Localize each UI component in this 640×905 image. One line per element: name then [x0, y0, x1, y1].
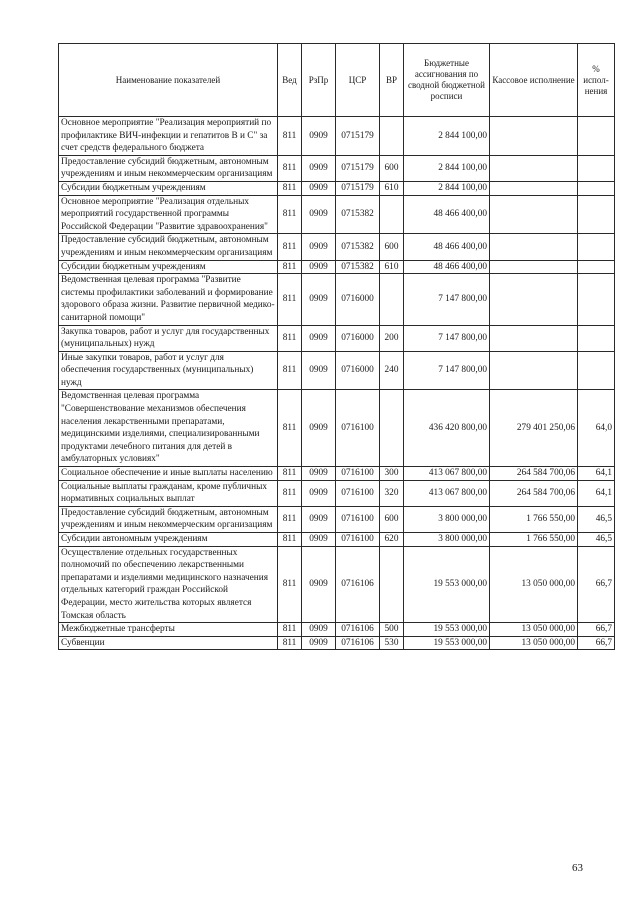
table-row — [59, 546, 615, 623]
cell-cash: 13 050 000,00 — [490, 546, 578, 623]
cell-csr: 0716106 — [336, 623, 380, 637]
cell-rzpr: 0909 — [302, 351, 336, 390]
cell-ved: 811 — [278, 155, 302, 181]
table-row — [59, 351, 615, 390]
table-row — [59, 274, 615, 325]
cell-ved: 811 — [278, 636, 302, 650]
cell-csr: 0716000 — [336, 351, 380, 390]
cell-ved: 811 — [278, 467, 302, 481]
table-row — [59, 467, 615, 481]
cell-vr: 240 — [380, 351, 404, 390]
cell-csr: 0716100 — [336, 533, 380, 547]
cell-vr: 300 — [380, 467, 404, 481]
cell-rzpr: 0909 — [302, 325, 336, 351]
cell-cash — [490, 181, 578, 195]
header-csr: ЦСР — [336, 44, 380, 117]
cell-name: Субсидии бюджетным учреждениям — [59, 260, 278, 274]
header-rzpr: РзПр — [302, 44, 336, 117]
page-number: 63 — [572, 862, 583, 874]
cell-budget: 48 466 400,00 — [404, 260, 490, 274]
cell-ved: 811 — [278, 390, 302, 467]
cell-name: Предоставление субсидий бюджетным, автономным учреждениям и иным некоммерческим организациям — [59, 155, 278, 181]
cell-csr: 0715179 — [336, 181, 380, 195]
cell-ved: 811 — [278, 480, 302, 506]
cell-budget: 2 844 100,00 — [404, 181, 490, 195]
cell-rzpr: 0909 — [302, 480, 336, 506]
cell-rzpr: 0909 — [302, 506, 336, 532]
cell-budget: 48 466 400,00 — [404, 234, 490, 260]
cell-vr: 600 — [380, 506, 404, 532]
cell-csr: 0716000 — [336, 274, 380, 325]
cell-ved: 811 — [278, 506, 302, 532]
cell-vr: 600 — [380, 234, 404, 260]
cell-rzpr: 0909 — [302, 623, 336, 637]
cell-percent: 64,0 — [578, 390, 615, 467]
cell-cash: 264 584 700,06 — [490, 467, 578, 481]
table-row — [59, 390, 615, 467]
cell-vr — [380, 117, 404, 156]
cell-budget: 3 800 000,00 — [404, 506, 490, 532]
cell-csr: 0715179 — [336, 117, 380, 156]
table-row — [59, 234, 615, 260]
cell-cash — [490, 195, 578, 234]
cell-vr: 600 — [380, 155, 404, 181]
cell-percent — [578, 117, 615, 156]
cell-cash — [490, 260, 578, 274]
cell-rzpr: 0909 — [302, 260, 336, 274]
cell-name: Межбюджетные трансферты — [59, 623, 278, 637]
cell-vr: 500 — [380, 623, 404, 637]
cell-csr: 0716100 — [336, 506, 380, 532]
cell-rzpr: 0909 — [302, 533, 336, 547]
header-percent: % испол-нения — [578, 44, 615, 117]
table-row — [59, 325, 615, 351]
header-vr: ВР — [380, 44, 404, 117]
cell-vr: 320 — [380, 480, 404, 506]
cell-budget: 7 147 800,00 — [404, 325, 490, 351]
cell-csr: 0715382 — [336, 195, 380, 234]
cell-budget: 48 466 400,00 — [404, 195, 490, 234]
cell-cash: 264 584 700,06 — [490, 480, 578, 506]
cell-ved: 811 — [278, 351, 302, 390]
cell-rzpr: 0909 — [302, 234, 336, 260]
cell-vr: 200 — [380, 325, 404, 351]
table-row — [59, 195, 615, 234]
cell-name: Социальные выплаты гражданам, кроме публичных нормативных социальных выплат — [59, 480, 278, 506]
cell-ved: 811 — [278, 274, 302, 325]
cell-percent: 46,5 — [578, 506, 615, 532]
cell-csr: 0716106 — [336, 636, 380, 650]
cell-budget: 436 420 800,00 — [404, 390, 490, 467]
cell-cash — [490, 351, 578, 390]
cell-rzpr: 0909 — [302, 117, 336, 156]
cell-ved: 811 — [278, 623, 302, 637]
cell-csr: 0716000 — [336, 325, 380, 351]
header-cash: Кассовое исполнение — [490, 44, 578, 117]
cell-rzpr: 0909 — [302, 467, 336, 481]
cell-ved: 811 — [278, 546, 302, 623]
cell-csr: 0715382 — [336, 234, 380, 260]
cell-percent — [578, 181, 615, 195]
cell-rzpr: 0909 — [302, 390, 336, 467]
cell-vr: 610 — [380, 260, 404, 274]
cell-name: Закупка товаров, работ и услуг для государственных (муниципальных) нужд — [59, 325, 278, 351]
cell-percent: 66,7 — [578, 546, 615, 623]
cell-csr: 0716100 — [336, 480, 380, 506]
cell-rzpr: 0909 — [302, 636, 336, 650]
cell-csr: 0716100 — [336, 467, 380, 481]
cell-percent — [578, 325, 615, 351]
cell-budget: 413 067 800,00 — [404, 480, 490, 506]
cell-ved: 811 — [278, 195, 302, 234]
table-row — [59, 155, 615, 181]
header-ved: Вед — [278, 44, 302, 117]
cell-budget: 7 147 800,00 — [404, 274, 490, 325]
cell-name: Основное мероприятие "Реализация отдельных мероприятий государственной программы Российской Федерации "Развитие здравоохранения" — [59, 195, 278, 234]
cell-rzpr: 0909 — [302, 546, 336, 623]
budget-table — [58, 43, 615, 650]
cell-ved: 811 — [278, 325, 302, 351]
cell-percent: 64,1 — [578, 480, 615, 506]
table-row — [59, 533, 615, 547]
cell-ved: 811 — [278, 533, 302, 547]
cell-cash: 1 766 550,00 — [490, 533, 578, 547]
cell-vr: 530 — [380, 636, 404, 650]
cell-percent — [578, 274, 615, 325]
cell-cash — [490, 117, 578, 156]
cell-name: Иные закупки товаров, работ и услуг для обеспечения государственных (муниципальных) нужд — [59, 351, 278, 390]
cell-name: Субсидии бюджетным учреждениям — [59, 181, 278, 195]
cell-cash: 279 401 250,06 — [490, 390, 578, 467]
cell-cash — [490, 274, 578, 325]
cell-name: Осуществление отдельных государственных полномочий по обеспечению лекарственными препаратами и изделиями медицинского назначения отдельных категорий граждан Российской Федерации, место жительства которых является Томская область — [59, 546, 278, 623]
cell-cash: 1 766 550,00 — [490, 506, 578, 532]
cell-ved: 811 — [278, 260, 302, 274]
cell-vr — [380, 195, 404, 234]
cell-vr: 620 — [380, 533, 404, 547]
cell-ved: 811 — [278, 234, 302, 260]
cell-name: Социальное обеспечение и иные выплаты населению — [59, 467, 278, 481]
cell-percent — [578, 234, 615, 260]
cell-cash: 13 050 000,00 — [490, 623, 578, 637]
cell-vr — [380, 390, 404, 467]
header-name: Наименование показателей — [59, 44, 278, 117]
cell-name: Ведомственная целевая программа "Совершенствование механизмов обеспечения населения лекарственными препаратами, медицинскими изделиями, специализированными продуктами лечебного питания для детей в амбулаторных условиях" — [59, 390, 278, 467]
cell-percent: 66,7 — [578, 623, 615, 637]
cell-csr: 0716100 — [336, 390, 380, 467]
cell-name: Субсидии автономным учреждениям — [59, 533, 278, 547]
cell-ved: 811 — [278, 181, 302, 195]
cell-budget: 7 147 800,00 — [404, 351, 490, 390]
cell-percent — [578, 351, 615, 390]
table-header-row — [59, 44, 615, 117]
cell-name: Предоставление субсидий бюджетным, автономным учреждениям и иным некоммерческим организациям — [59, 506, 278, 532]
cell-ved: 811 — [278, 117, 302, 156]
cell-vr — [380, 546, 404, 623]
table-row — [59, 623, 615, 637]
cell-budget: 19 553 000,00 — [404, 546, 490, 623]
cell-percent — [578, 155, 615, 181]
table-row — [59, 117, 615, 156]
cell-percent: 66,7 — [578, 636, 615, 650]
cell-budget: 19 553 000,00 — [404, 623, 490, 637]
cell-name: Ведомственная целевая программа "Развитие системы профилактики заболеваний и формирование здорового образа жизни. Развитие первичной медико-санитарной помощи" — [59, 274, 278, 325]
cell-percent — [578, 260, 615, 274]
cell-budget: 3 800 000,00 — [404, 533, 490, 547]
cell-csr: 0715382 — [336, 260, 380, 274]
cell-vr — [380, 274, 404, 325]
cell-rzpr: 0909 — [302, 155, 336, 181]
cell-budget: 19 553 000,00 — [404, 636, 490, 650]
cell-name: Основное мероприятие "Реализация мероприятий по профилактике ВИЧ-инфекции и гепатитов В и С" за счет средств федерального бюджета — [59, 117, 278, 156]
header-budget: Бюджетные ассигнования по сводной бюджетной росписи — [404, 44, 490, 117]
cell-budget: 2 844 100,00 — [404, 117, 490, 156]
cell-percent: 46,5 — [578, 533, 615, 547]
cell-budget: 2 844 100,00 — [404, 155, 490, 181]
cell-rzpr: 0909 — [302, 274, 336, 325]
cell-name: Субвенции — [59, 636, 278, 650]
cell-percent: 64,1 — [578, 467, 615, 481]
table-row — [59, 506, 615, 532]
table-row — [59, 480, 615, 506]
cell-cash — [490, 234, 578, 260]
cell-cash — [490, 155, 578, 181]
cell-vr: 610 — [380, 181, 404, 195]
cell-rzpr: 0909 — [302, 195, 336, 234]
cell-csr: 0715179 — [336, 155, 380, 181]
cell-percent — [578, 195, 615, 234]
cell-rzpr: 0909 — [302, 181, 336, 195]
table-row — [59, 636, 615, 650]
cell-cash: 13 050 000,00 — [490, 636, 578, 650]
cell-cash — [490, 325, 578, 351]
table-row — [59, 260, 615, 274]
cell-csr: 0716106 — [336, 546, 380, 623]
cell-budget: 413 067 800,00 — [404, 467, 490, 481]
table-row — [59, 181, 615, 195]
cell-name: Предоставление субсидий бюджетным, автономным учреждениям и иным некоммерческим организациям — [59, 234, 278, 260]
